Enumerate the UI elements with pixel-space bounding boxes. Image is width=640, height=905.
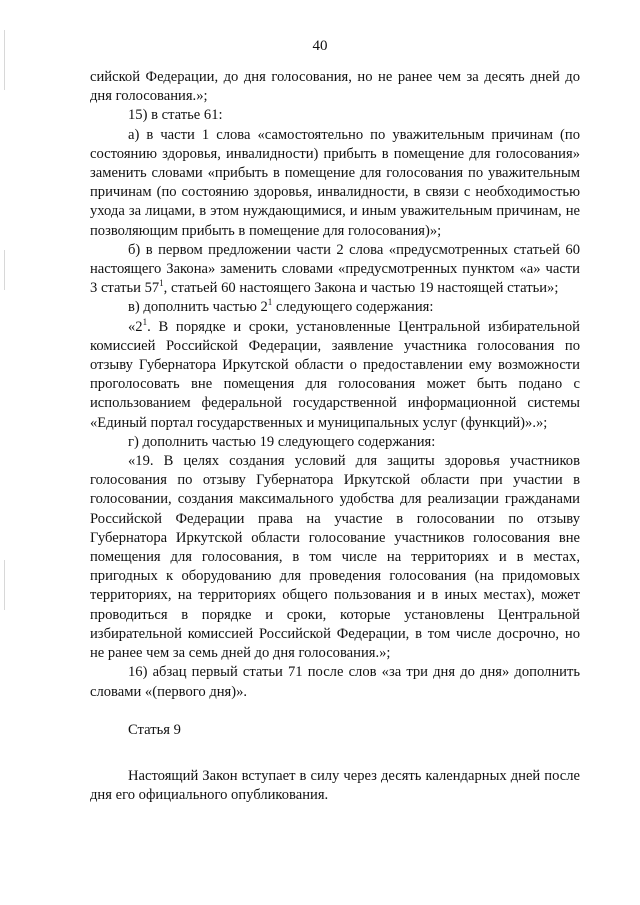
spacer bbox=[90, 702, 580, 721]
paragraph bbox=[90, 298, 580, 317]
paragraph: г) дополнить частью 19 следующего содержания: bbox=[128, 433, 436, 450]
text-run: «2 bbox=[128, 318, 143, 335]
paragraph bbox=[90, 318, 580, 433]
superscript: 1 bbox=[142, 316, 148, 327]
spacer bbox=[90, 740, 580, 759]
spacer bbox=[90, 759, 580, 767]
text-run: следующего содержания: bbox=[272, 299, 434, 316]
text-run: в) дополнить частью 2 bbox=[128, 299, 268, 316]
text-run: , статьей 60 настоящего Закона и частью 19 настоящей статьи»; bbox=[163, 280, 559, 297]
scan-edge-mark bbox=[4, 250, 5, 290]
paragraph: сийской Федерации, до дня голосования, но не ранее чем за десять дней до дня голосования.»; bbox=[90, 69, 580, 105]
superscript: 1 bbox=[267, 297, 273, 308]
superscript: 1 bbox=[159, 278, 164, 289]
page-number: 40 bbox=[312, 38, 328, 54]
paragraph: «19. В целях создания условий для защиты здоровья участников голосования по отзыву Губернатора Иркутской области при участии в голосовании, создания максимального удобства для реализации гражданами Российской Федерации права на участие в голосовании по отзыву Губернатора Иркутской области голосование участников голосования вне помещения для голосования, в том числе на территориях и в местах, пригодных к оборудованию для проведения голосования (на придомовых территориях, на территориях общего пользования и в иных местах), может проводиться в порядке и сроки, которые установлены Центральной избирательной комиссией Российской Федерации, в том числе досрочно, но не ранее чем за семь дней до дня голосования.»; bbox=[90, 453, 580, 662]
paragraph: а) в части 1 слова «самостоятельно по уважительным причинам (по состоянию здоровья, инвалидности) прибыть в помещение для голосования» заменить словами «прибыть в помещение для голосования по уважительным причинам (по состоянию здоровья, инвалидности, в связи с необходимостью ухода за лицами, в этом нуждающимися, и иным уважительным причинам, не позволяющим прибыть в помещение для голосования)»; bbox=[90, 126, 580, 239]
paragraph: Настоящий Закон вступает в силу через десять календарных дней после дня его официального опубликования. bbox=[90, 768, 580, 804]
document-body bbox=[90, 68, 580, 806]
scan-edge-mark bbox=[4, 560, 5, 610]
article-heading: Статья 9 bbox=[128, 721, 181, 738]
text-run: . В порядке и сроки, установленные Центральной избирательной комиссией Российской Федерации, заявление участника голосования по отзыву Губернатора Иркутской области о предоставлении ему возможности проголосовать вне помещения для голосования может быть подано с использованием федеральной государственной информационной системы «Единый портал государственных и муниципальных услуг (функций)».»; bbox=[90, 318, 580, 431]
text-run: б) в первом предложении части 2 слова «предусмотренных статьей 60 настоящего Закона» заменить словами «предусмотренных пунктом «а» части 3 статьи 57 bbox=[90, 241, 580, 297]
paragraph bbox=[90, 241, 580, 299]
paragraph: 15) в статье 61: bbox=[128, 107, 223, 124]
paragraph: 16) абзац первый статьи 71 после слов «за три дня до дня» дополнить словами «(первого дня)». bbox=[90, 664, 580, 700]
